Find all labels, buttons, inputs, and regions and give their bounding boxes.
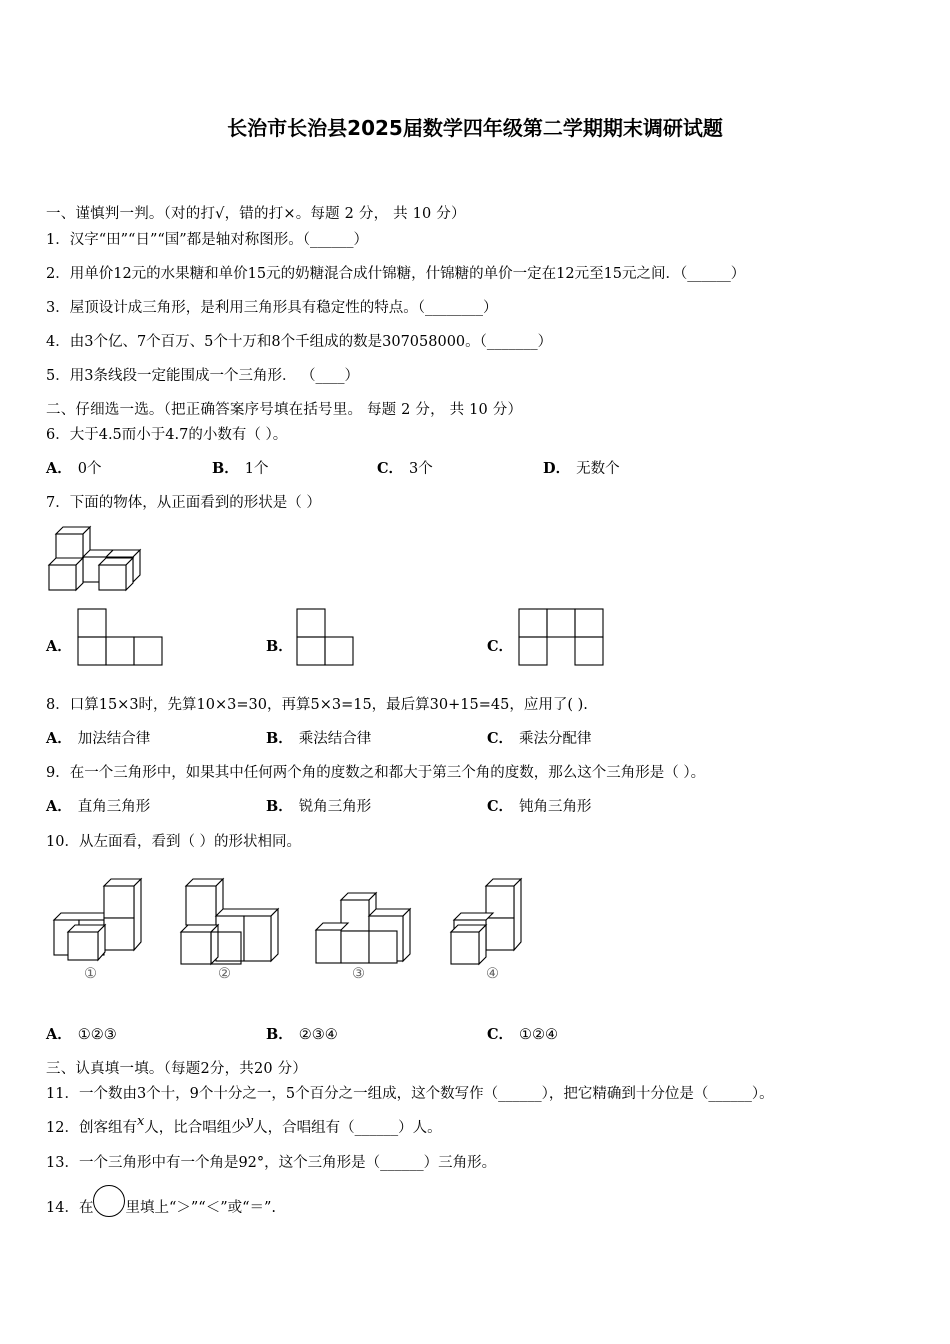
- question-4: 4．由3个亿、7个百万、5个十万和8个千组成的数是307058000。（_______）: [46, 334, 553, 350]
- q7-option-c-figure: [518, 608, 608, 668]
- q10-figure-label-2: ②: [218, 966, 231, 982]
- section-1-header: 一、谨慎判一判。（对的打√，错的打×。每题 2 分， 共 10 分）: [46, 206, 466, 222]
- q7-option-c: C．: [487, 638, 514, 655]
- question-5: 5．用3条线段一定能围成一个三角形． （____）: [46, 368, 360, 384]
- section-3-header: 三、认真填一填。（每题2分，共20 分）: [46, 1061, 308, 1077]
- question-8: 8．口算15×3时，先算10×3=30，再算5×3=15，最后算30+15=45，应用了( ).: [46, 697, 588, 713]
- q7-option-a-figure: [77, 608, 165, 668]
- question-7: 7．下面的物体，从正面看到的形状是（ ）: [46, 495, 321, 511]
- q9-option-c: C． 钝角三角形: [487, 798, 592, 815]
- q10-figure-label-3: ③: [352, 966, 365, 982]
- variable-y: y: [245, 1114, 254, 1129]
- question-11: 11．一个数由3个十，9个十分之一，5个百分之一组成，这个数写作（______），把它精确到十分位是（______）。: [46, 1086, 774, 1102]
- q6-option-b: B． 1个: [212, 460, 269, 477]
- q10-figure-label-1: ①: [84, 966, 97, 982]
- q7-option-b-figure: [296, 608, 358, 668]
- question-10: 10．从左面看，看到（ ）的形状相同。: [46, 834, 302, 850]
- question-14: 14．在 里填上“＞”“＜”或“＝”.: [46, 1196, 276, 1217]
- q9-option-a: A． 直角三角形: [46, 798, 151, 815]
- comparison-circle: [93, 1185, 125, 1217]
- q8-option-c: C． 乘法分配律: [487, 730, 592, 747]
- q8-option-a: A． 加法结合律: [46, 730, 151, 747]
- question-9: 9．在一个三角形中，如果其中任何两个角的度数之和都大于第三个角的度数，那么这个三角形是（ ）。: [46, 765, 706, 781]
- question-2: 2．用单价12元的水果糖和单价15元的奶糖混合成什锦糖，什锦糖的单价一定在12元至15元之间．（______）: [46, 266, 746, 282]
- q6-option-a: A． 0个: [46, 460, 102, 477]
- q9-option-b: B． 锐角三角形: [266, 798, 372, 815]
- question-12: 12．创客组有x人，比合唱组少y人，合唱组有（______）人。: [46, 1114, 442, 1136]
- q8-option-b: B． 乘法结合律: [266, 730, 372, 747]
- q6-option-d: D． 无数个: [543, 460, 620, 477]
- q10-figure-label-4: ④: [486, 966, 499, 982]
- variable-x: x: [136, 1114, 145, 1129]
- q10-figures: [46, 872, 536, 990]
- q10-option-a: A． ①②③: [46, 1026, 117, 1043]
- q7-option-a: A．: [46, 638, 72, 655]
- section-2-header: 二、仔细选一选。（把正确答案序号填在括号里。 每题 2 分， 共 10 分）: [46, 402, 523, 418]
- question-13: 13．一个三角形中有一个角是92°，这个三角形是（______）三角形。: [46, 1155, 497, 1171]
- q10-option-b: B． ②③④: [266, 1026, 338, 1043]
- q7-option-b: B．: [266, 638, 293, 655]
- question-3: 3．屋顶设计成三角形，是利用三角形具有稳定性的特点。（________）: [46, 300, 498, 316]
- q7-cube-figure: [44, 520, 144, 596]
- q10-option-c: C． ①②④: [487, 1026, 559, 1043]
- page-title: 长治市长治县2025届数学四年级第二学期期末调研试题: [227, 116, 723, 140]
- question-1: 1．汉字“田”“日”“国”都是轴对称图形。（______）: [46, 232, 368, 248]
- question-6: 6．大于4.5而小于4.7的小数有（ ）。: [46, 427, 288, 443]
- q6-option-c: C． 3个: [377, 460, 433, 477]
